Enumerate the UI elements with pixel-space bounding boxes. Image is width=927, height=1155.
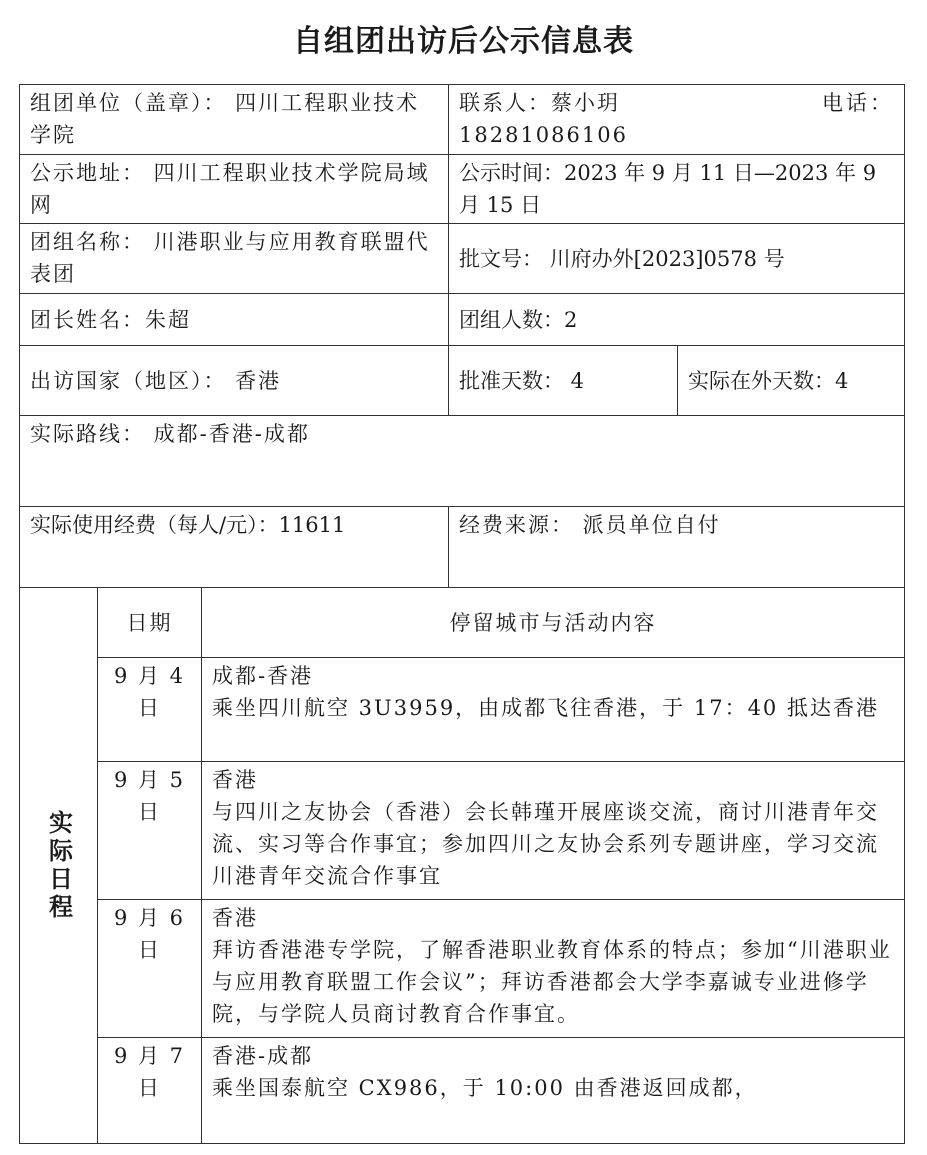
leader-cell xyxy=(20,294,449,346)
org-unit-cell xyxy=(20,85,449,155)
funding-cell xyxy=(449,507,905,588)
approved-days: 批准天数： 4 xyxy=(459,368,585,393)
schedule-content xyxy=(202,762,905,900)
schedule-activity: 乘坐国泰航空 CX986，于 10:00 由香港返回成都， xyxy=(212,1076,758,1100)
schedule-row xyxy=(20,658,905,762)
funding-source: 经费来源： 派员单位自付 xyxy=(459,513,721,537)
schedule-date: 9 月 6 日 xyxy=(98,900,202,1038)
schedule-activity: 与四川之友协会（香港）会长韩瑾开展座谈交流，商讨川港青年交流、实习等合作事宜；参加四川之友协会系列专题讲座，学习交流川港青年交流合作事宜 xyxy=(212,800,879,888)
schedule-content xyxy=(202,658,905,762)
visit-country: 出访国家（地区）： 香港 xyxy=(30,368,282,393)
schedule-section-cell xyxy=(20,588,98,1144)
schedule-city: 香港 xyxy=(212,906,258,930)
route-cell xyxy=(20,416,905,507)
schedule-city: 香港 xyxy=(212,768,258,792)
leader-name: 团长姓名：朱超 xyxy=(30,307,191,332)
group-name-cell xyxy=(20,224,449,294)
date-header: 日期 xyxy=(98,588,202,658)
schedule-section-label: 实际日程 xyxy=(44,809,73,922)
schedule-content xyxy=(202,1038,905,1144)
schedule-city: 香港-成都 xyxy=(212,1044,314,1068)
phone-number: 18281086106 xyxy=(459,123,628,147)
phone-label: 电话： xyxy=(822,91,894,115)
schedule-city: 成都-香港 xyxy=(212,664,314,688)
expense-cell xyxy=(20,507,449,588)
schedule-date: 9 月 4 日 xyxy=(98,658,202,762)
page-title: 自组团出访后公示信息表 xyxy=(293,24,634,59)
schedule-activity: 乘坐四川航空 3U3959，由成都飞往香港，于 17：40 抵达香港 xyxy=(212,696,879,720)
actual-route: 实际路线： 成都-香港-成都 xyxy=(30,422,310,446)
schedule-activity: 拜访香港港专学院，了解香港职业教育体系的特点；参加“川港职业与应用教育联盟工作会议”；拜访香港都会大学李嘉诚专业进修学院，与学院人员商讨教育合作事宜。 xyxy=(212,938,892,1026)
actual-expense: 实际使用经费（每人/元）：11611 xyxy=(30,513,346,537)
schedule-row xyxy=(20,762,905,900)
group-name: 团组名称： 川港职业与应用教育联盟代表团 xyxy=(30,230,430,286)
address-cell xyxy=(20,155,449,224)
contact-person: 联系人：蔡小玥 xyxy=(459,91,620,115)
publish-address: 公示地址： 四川工程职业技术学院局域网 xyxy=(30,161,430,217)
actual-days: 实际在外天数：4 xyxy=(688,368,849,393)
schedule-row xyxy=(20,900,905,1038)
schedule-row xyxy=(20,1038,905,1144)
approved-days-cell xyxy=(449,346,678,416)
time-cell xyxy=(449,155,905,224)
publish-time: 公示时间：2023 年 9 月 11 日—2023 年 9 月 15 日 xyxy=(459,161,877,217)
approval-number: 批文号： 川府办外[2023]0578 号 xyxy=(459,246,785,271)
approval-cell xyxy=(449,224,905,294)
schedule-date: 9 月 5 日 xyxy=(98,762,202,900)
info-table xyxy=(19,84,905,1144)
actual-days-cell xyxy=(678,346,905,416)
schedule-content xyxy=(202,900,905,1038)
schedule-date: 9 月 7 日 xyxy=(98,1038,202,1144)
org-unit: 组团单位（盖章）： 四川工程职业技术学院 xyxy=(30,91,420,147)
contact-cell xyxy=(449,85,905,155)
group-size-cell xyxy=(449,294,905,346)
country-cell xyxy=(20,346,449,416)
content-header: 停留城市与活动内容 xyxy=(202,588,905,658)
group-size: 团组人数：2 xyxy=(459,307,578,332)
